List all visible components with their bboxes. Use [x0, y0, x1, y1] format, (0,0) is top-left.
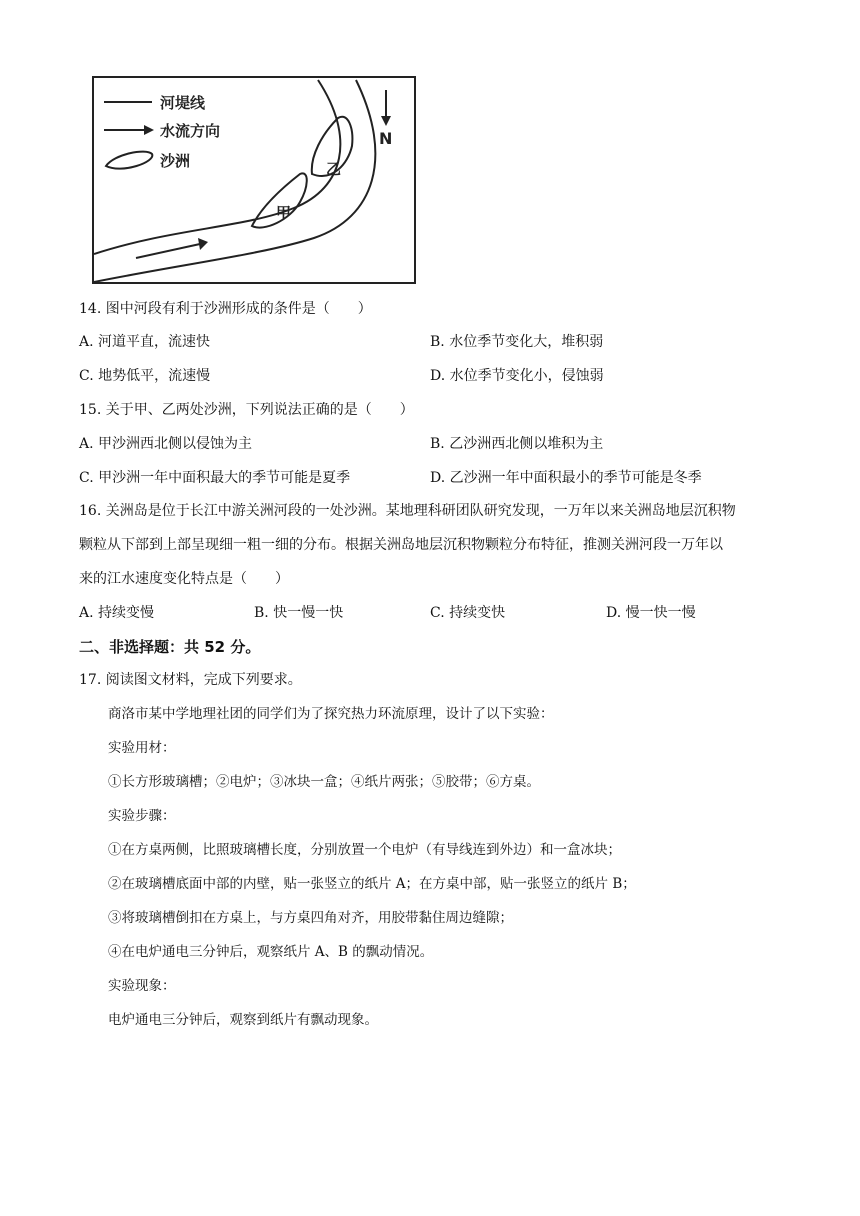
q14-option-c[interactable]: C. 地势低平，流速慢 — [79, 368, 211, 384]
q17-material-line: 商洛市某中学地理社团的同学们为了探究热力环流原理，设计了以下实验： — [108, 706, 554, 722]
q17-material-line: ②在玻璃槽底面中部的内壁，贴一张竖立的纸片 A；在方桌中部，贴一张竖立的纸片 B； — [108, 876, 636, 892]
river-sandbar-figure — [92, 76, 416, 284]
q16-option-b[interactable]: B. 快一慢一快 — [254, 605, 344, 621]
q15-option-d[interactable]: D. 乙沙洲一年中面积最小的季节可能是冬季 — [430, 470, 702, 486]
sandbar-yi-label: 乙 — [326, 160, 342, 178]
q14-option-d[interactable]: D. 水位季节变化小，侵蚀弱 — [430, 368, 604, 384]
q15-stem: 15. 关于甲、乙两处沙洲，下列说法正确的是（ ） — [79, 402, 414, 418]
legend-sandbar-shape — [106, 152, 152, 169]
q17-stem: 17. 阅读图文材料，完成下列要求。 — [79, 672, 302, 688]
q16-stem-line-1: 16. 关洲岛是位于长江中游关洲河段的一处沙洲。某地理科研团队研究发现，一万年以来关洲岛地层沉积物 — [79, 503, 736, 519]
q17-material-line: 电炉通电三分钟后，观察到纸片有飘动现象。 — [108, 1012, 378, 1028]
sandbar-jia-label: 甲 — [276, 204, 292, 222]
q17-material-line: ①长方形玻璃槽；②电炉；③冰块一盒；④纸片两张；⑤胶带；⑥方桌。 — [108, 774, 540, 790]
river-flow-arrowhead — [198, 238, 208, 250]
q16-option-a[interactable]: A. 持续变慢 — [79, 605, 155, 621]
legend-sandbar-label: 沙洲 — [160, 152, 191, 170]
q14-option-b[interactable]: B. 水位季节变化大，堆积弱 — [430, 334, 604, 350]
north-label: N — [379, 129, 393, 148]
river-flow-arrow — [136, 244, 200, 258]
q15-option-c[interactable]: C. 甲沙洲一年中面积最大的季节可能是夏季 — [79, 470, 351, 486]
legend-flow-arrowhead — [144, 125, 154, 135]
q17-material-line: 实验现象： — [108, 978, 176, 994]
q15-option-b[interactable]: B. 乙沙洲西北侧以堆积为主 — [430, 436, 604, 452]
q16-stem-line-2: 颗粒从下部到上部呈现细一粗一细的分布。根据关洲岛地层沉积物颗粒分布特征，推测关洲河段一万年以 — [79, 537, 723, 553]
q17-material-line: ①在方桌两侧，比照玻璃槽长度，分别放置一个电炉（有导线连到外边）和一盒冰块； — [108, 842, 621, 858]
q17-material-line: 实验用材： — [108, 740, 176, 756]
q17-material-line: ③将玻璃槽倒扣在方桌上，与方桌四角对齐，用胶带黏住周边缝隙； — [108, 910, 513, 926]
q14-option-a[interactable]: A. 河道平直，流速快 — [79, 334, 211, 350]
legend-levee-label: 河堤线 — [160, 94, 206, 112]
q16-stem-line-3: 来的江水速度变化特点是（ ） — [79, 571, 289, 587]
north-arrow-head — [381, 116, 391, 126]
q16-option-d[interactable]: D. 慢一快一慢 — [606, 605, 696, 621]
q14-stem: 14. 图中河段有利于沙洲形成的条件是（ ） — [79, 301, 372, 317]
q17-material-line: 实验步骤： — [108, 808, 176, 824]
river-map — [94, 78, 414, 282]
legend-flow-label: 水流方向 — [160, 122, 221, 140]
q17-material-line: ④在电炉通电三分钟后，观察纸片 A、B 的飘动情况。 — [108, 944, 434, 960]
q15-option-a[interactable]: A. 甲沙洲西北侧以侵蚀为主 — [79, 436, 253, 452]
section-heading-nonchoice: 二、非选择题：共 52 分。 — [79, 638, 261, 656]
q16-option-c[interactable]: C. 持续变快 — [430, 605, 506, 621]
